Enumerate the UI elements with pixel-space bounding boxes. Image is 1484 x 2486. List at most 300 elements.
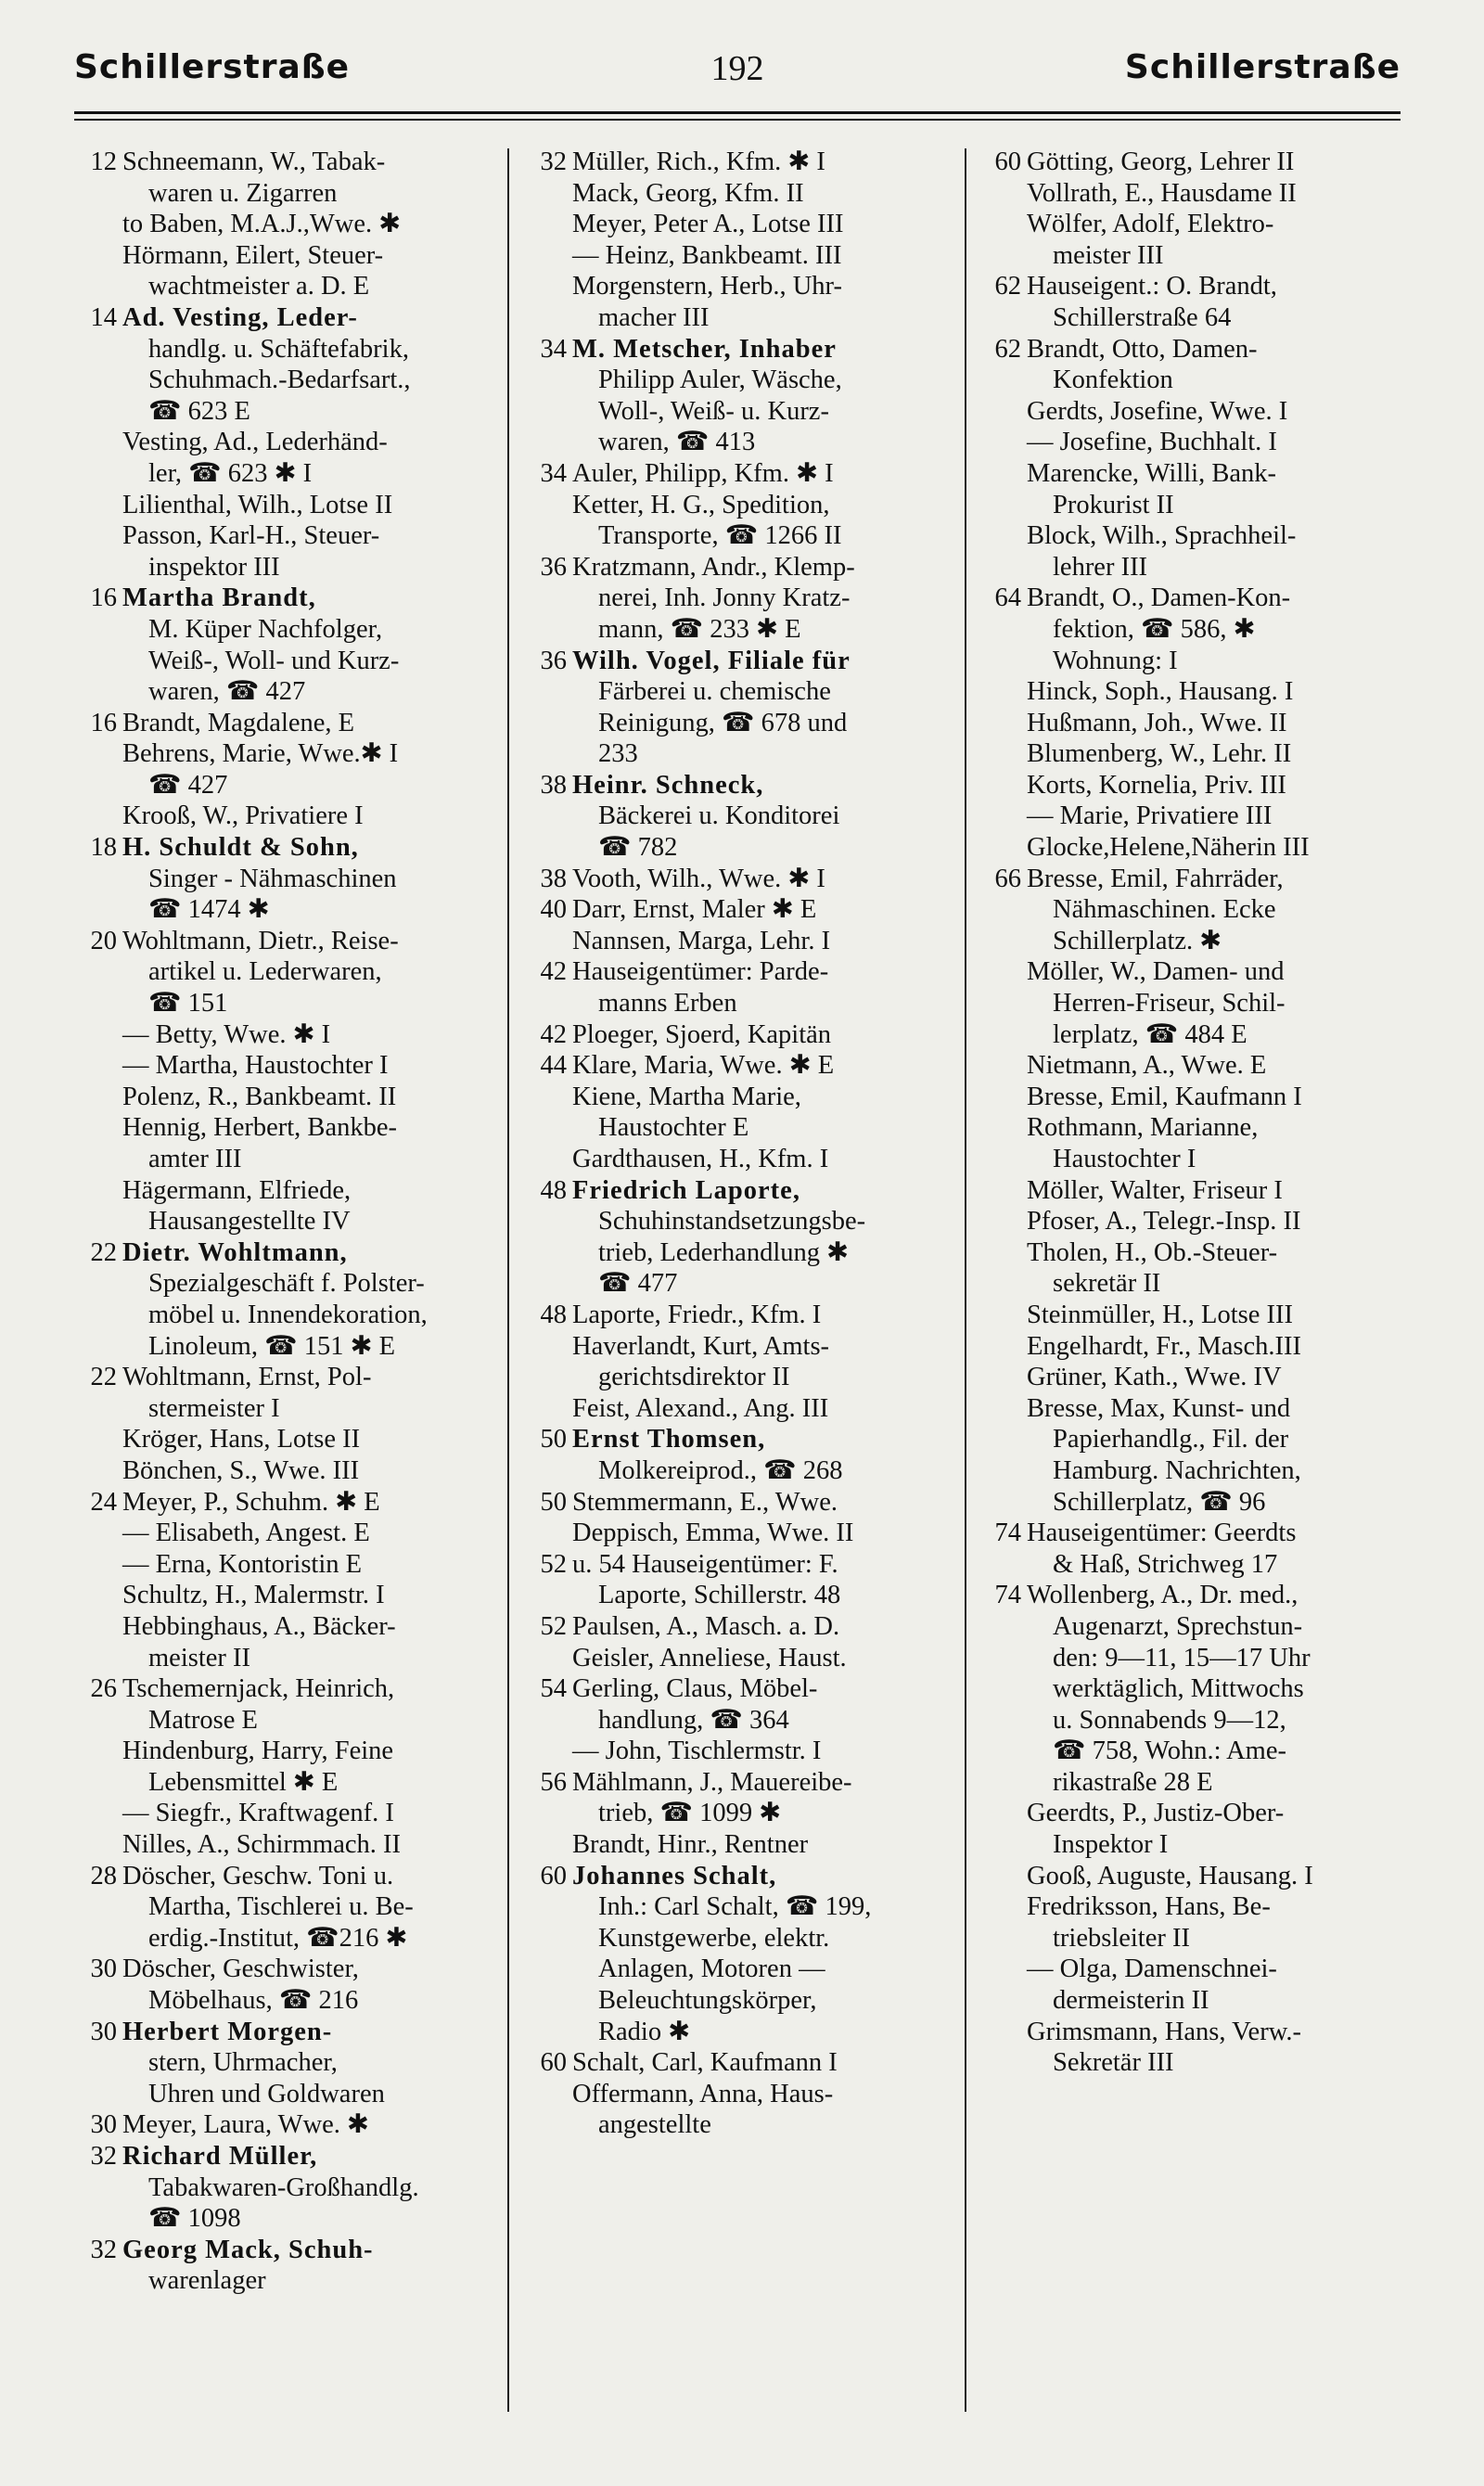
- entry-line: ☎ 782: [598, 833, 678, 863]
- entry-line: Kiene, Martha Marie,: [572, 1082, 801, 1111]
- entry-line: Augenarzt, Sprechstun-: [1053, 1611, 1303, 1641]
- entry-line: Linoleum, ☎ 151 ✱ E: [148, 1331, 395, 1361]
- directory-entry: [524, 864, 951, 895]
- house-number: 32: [90, 2142, 117, 2171]
- directory-entry: [524, 646, 951, 770]
- entry-line: Laporte, Schillerstr. 48: [598, 1581, 841, 1610]
- entry-line: inspektor III: [148, 552, 280, 582]
- entry-line: Kunstgewerbe, elektr.: [598, 1923, 830, 1953]
- entry-line: Wohnung: I: [1053, 646, 1178, 675]
- house-number: 38: [540, 770, 567, 800]
- entry-line: Matrose E: [148, 1705, 258, 1735]
- entry-line: Brandt, O., Damen-Kon-: [1027, 583, 1291, 613]
- entry-line: Hindenburg, Harry, Feine: [122, 1736, 394, 1766]
- house-number: 38: [540, 864, 567, 893]
- entry-line: Hennig, Herbert, Bankbe-: [122, 1113, 397, 1143]
- entry-line: Vesting, Ad., Lederhänd-: [122, 428, 388, 457]
- house-number: 16: [90, 708, 117, 737]
- entry-line: Morgenstern, Herb., Uhr-: [572, 272, 842, 301]
- entry-line: Möbelhaus, ☎ 216: [148, 1986, 359, 2016]
- entry-line: Nannsen, Marga, Lehr. I: [572, 926, 831, 955]
- entry-line: handlung, ☎ 364: [598, 1705, 789, 1735]
- entry-line: 233: [598, 739, 638, 769]
- entry-line: Meyer, P., Schuhm. ✱ E: [122, 1487, 380, 1517]
- house-number: 24: [90, 1487, 117, 1517]
- directory-column-1: [74, 147, 492, 2466]
- entry-line: Wölfer, Adolf, Elektro-: [1027, 210, 1274, 239]
- house-number: 30: [90, 2110, 117, 2140]
- header-street-left: Schillerstraße: [74, 48, 351, 86]
- entry-line: Georg Mack, Schuh-: [122, 2235, 374, 2264]
- directory-entry: [524, 926, 951, 957]
- house-number: 20: [90, 926, 117, 955]
- directory-entry: [524, 240, 951, 272]
- entry-line: stern, Uhrmacher,: [148, 2048, 338, 2078]
- directory-entry: [524, 1829, 951, 1861]
- directory-entry: [74, 1549, 492, 1581]
- entry-line: Stemmermann, E., Wwe.: [572, 1487, 838, 1517]
- directory-entry: [74, 708, 492, 739]
- house-number: 42: [540, 1019, 567, 1049]
- entry-line: Feist, Alexand., Ang. III: [572, 1393, 829, 1423]
- entry-line: Marencke, Willi, Bank-: [1027, 458, 1276, 488]
- entry-line: Ketter, H. G., Spedition,: [572, 490, 830, 519]
- house-number: 18: [90, 833, 117, 863]
- directory-entry: [979, 427, 1414, 458]
- directory-entry: [979, 1362, 1414, 1393]
- house-number: 22: [90, 1237, 117, 1267]
- directory-entry: [979, 1798, 1414, 1860]
- directory-entry: [74, 520, 492, 583]
- directory-entry: [979, 1175, 1414, 1207]
- entry-line: Ploeger, Sjoerd, Kapitän: [572, 1019, 832, 1049]
- house-number: 62: [994, 272, 1021, 301]
- directory-entry: [74, 1673, 492, 1736]
- directory-entry: [524, 770, 951, 864]
- entry-line: Prokurist II: [1053, 490, 1174, 519]
- directory-entry: [74, 302, 492, 427]
- page-number: 192: [710, 49, 764, 88]
- entry-line: Lilienthal, Wilh., Lotse II: [122, 490, 393, 519]
- directory-entry: [74, 1112, 492, 1174]
- directory-entry: [74, 2017, 492, 2110]
- house-number: 32: [540, 147, 567, 176]
- entry-line: triebsleiter II: [1053, 1923, 1190, 1953]
- entry-line: Mack, Georg, Kfm. II: [572, 178, 804, 208]
- entry-line: gerichtsdirektor II: [598, 1363, 790, 1392]
- directory-entry: [74, 1237, 492, 1362]
- directory-column-3: [979, 147, 1414, 2466]
- entry-line: — Martha, Haustochter I: [122, 1051, 389, 1081]
- directory-entry: [979, 178, 1414, 210]
- directory-entry: [979, 520, 1414, 583]
- house-number: 16: [90, 583, 117, 613]
- directory-entry: [524, 1518, 951, 1549]
- directory-entry: [979, 1112, 1414, 1174]
- house-number: 60: [540, 1861, 567, 1890]
- directory-entry: [524, 1487, 951, 1519]
- entry-line: Krooß, W., Privatiere I: [122, 801, 364, 831]
- directory-entry: [74, 1487, 492, 1519]
- entry-line: u. Sonnabends 9—12,: [1053, 1705, 1286, 1735]
- directory-entry: [74, 2141, 492, 2235]
- entry-line: Auler, Philipp, Kfm. ✱ I: [572, 458, 834, 488]
- directory-entry: [74, 1861, 492, 1954]
- directory-entry: [524, 490, 951, 552]
- directory-entry: [74, 209, 492, 240]
- entry-line: Uhren und Goldwaren: [148, 2079, 385, 2108]
- entry-line: Schalt, Carl, Kaufmann I: [572, 2048, 838, 2078]
- entry-line: Hebbinghaus, A., Bäcker-: [122, 1611, 396, 1641]
- entry-line: — Josefine, Buchhalt. I: [1027, 428, 1277, 457]
- directory-entry: [979, 1050, 1414, 1082]
- column-divider: [965, 148, 966, 2412]
- entry-line: Korts, Kornelia, Priv. III: [1027, 770, 1286, 800]
- entry-line: Gerling, Claus, Möbel-: [572, 1674, 818, 1704]
- directory-entry: [979, 583, 1414, 676]
- entry-line: Tschemernjack, Heinrich,: [122, 1674, 395, 1704]
- entry-line: Passon, Karl-H., Steuer-: [122, 521, 380, 551]
- directory-entry: [74, 801, 492, 832]
- entry-line: Herren-Friseur, Schil-: [1053, 989, 1286, 1019]
- entry-line: — Heinz, Bankbeamt. III: [572, 240, 842, 270]
- entry-line: & Haß, Strichweg 17: [1053, 1549, 1278, 1579]
- entry-line: Engelhardt, Fr., Masch.III: [1027, 1331, 1302, 1361]
- entry-line: Johannes Schalt,: [572, 1861, 777, 1890]
- directory-entry: [74, 2109, 492, 2141]
- entry-line: Richard Müller,: [122, 2142, 318, 2171]
- directory-entry: [74, 1954, 492, 2016]
- house-number: 40: [540, 895, 567, 925]
- entry-line: Nietmann, A., Wwe. E: [1027, 1051, 1267, 1081]
- page-header: [74, 48, 1401, 95]
- entry-line: Lebensmittel ✱ E: [148, 1767, 339, 1797]
- entry-line: erdig.-Institut, ☎216 ✱: [148, 1923, 408, 1953]
- entry-line: Hauseigentümer: Parde-: [572, 957, 829, 987]
- directory-entry: [979, 1954, 1414, 2016]
- entry-line: lehrer III: [1053, 552, 1148, 582]
- entry-line: Paulsen, A., Masch. a. D.: [572, 1611, 840, 1641]
- entry-line: to Baben, M.A.J.,Wwe. ✱: [122, 210, 402, 239]
- entry-line: meister III: [1053, 240, 1164, 270]
- directory-entry: [979, 1891, 1414, 1954]
- entry-line: Martha Brandt,: [122, 583, 316, 613]
- entry-line: nerei, Inh. Jonny Kratz-: [598, 583, 851, 613]
- directory-entry: [524, 1673, 951, 1736]
- directory-entry: [74, 1611, 492, 1673]
- entry-line: Blumenberg, W., Lehr. II: [1027, 739, 1292, 769]
- house-number: 26: [90, 1674, 117, 1704]
- directory-entry: [74, 583, 492, 707]
- directory-entry: [979, 147, 1414, 178]
- entry-line: Anlagen, Motoren —: [598, 1954, 825, 1984]
- entry-line: Steinmüller, H., Lotse III: [1027, 1300, 1293, 1329]
- directory-entry: [979, 1518, 1414, 1580]
- house-number: 52: [540, 1611, 567, 1641]
- entry-line: — Olga, Damenschnei-: [1027, 1954, 1277, 1984]
- entry-line: Hörmann, Eilert, Steuer-: [122, 240, 384, 270]
- entry-line: Nähmaschinen. Ecke: [1053, 895, 1276, 925]
- directory-entry: [524, 1300, 951, 1331]
- entry-line: amter III: [148, 1145, 242, 1173]
- directory-entry: [979, 458, 1414, 520]
- entry-line: manns Erben: [598, 989, 737, 1019]
- directory-entry: [979, 1331, 1414, 1363]
- directory-entry: [74, 1736, 492, 1798]
- entry-line: Hausangestellte IV: [148, 1207, 351, 1237]
- directory-entry: [74, 1518, 492, 1549]
- entry-line: Döscher, Geschw. Toni u.: [122, 1861, 394, 1890]
- directory-entry: [524, 1082, 951, 1144]
- entry-line: Singer - Nähmaschinen: [148, 864, 397, 893]
- entry-line: Wohltmann, Dietr., Reise-: [122, 926, 399, 955]
- entry-line: möbel u. Innendekoration,: [148, 1300, 428, 1329]
- entry-line: Bresse, Emil, Fahrräder,: [1027, 864, 1284, 893]
- entry-line: Spezialgeschäft f. Polster-: [148, 1269, 425, 1299]
- entry-line: M. Küper Nachfolger,: [148, 614, 383, 644]
- directory-entry: [979, 832, 1414, 864]
- entry-line: Konfektion: [1053, 365, 1173, 395]
- directory-entry: [524, 552, 951, 646]
- entry-line: waren, ☎ 427: [148, 677, 306, 707]
- directory-entry: [524, 1611, 951, 1643]
- entry-line: warenlager: [148, 2266, 266, 2296]
- entry-line: Tholen, H., Ob.-Steuer-: [1027, 1237, 1278, 1267]
- entry-line: artikel u. Lederwaren,: [148, 957, 382, 987]
- entry-line: Gooß, Auguste, Hausang. I: [1027, 1861, 1313, 1890]
- house-number: 34: [540, 458, 567, 488]
- directory-entry: [524, 2079, 951, 2141]
- entry-line: Tabakwaren-Großhandlg.: [148, 2172, 419, 2202]
- directory-entry: [524, 1767, 951, 1829]
- entry-line: Bönchen, S., Wwe. III: [122, 1455, 360, 1485]
- entry-line: Götting, Georg, Lehrer II: [1027, 147, 1295, 176]
- house-number: 54: [540, 1674, 567, 1704]
- entry-line: — Elisabeth, Angest. E: [122, 1519, 370, 1548]
- entry-line: Schillerstraße 64: [1053, 302, 1232, 332]
- house-number: 30: [90, 1954, 117, 1984]
- entry-line: lerplatz, ☎ 484 E: [1053, 1019, 1247, 1049]
- directory-column-2: [524, 147, 951, 2466]
- directory-entry: [74, 2235, 492, 2297]
- entry-line: Grimsmann, Hans, Verw.-: [1027, 2017, 1302, 2046]
- entry-line: Martha, Tischlerei u. Be-: [148, 1892, 414, 1922]
- directory-entry: [74, 738, 492, 801]
- entry-line: Ernst Thomsen,: [572, 1425, 766, 1454]
- entry-line: Meyer, Laura, Wwe. ✱: [122, 2110, 369, 2140]
- house-number: 50: [540, 1425, 567, 1454]
- directory-entry: [979, 209, 1414, 271]
- directory-entry: [74, 147, 492, 209]
- house-number: 34: [540, 334, 567, 364]
- entry-line: Wilh. Vogel, Filiale für: [572, 646, 851, 675]
- house-number: 64: [994, 583, 1021, 613]
- entry-line: waren, ☎ 413: [598, 428, 756, 457]
- entry-line: den: 9—11, 15—17 Uhr: [1053, 1643, 1311, 1672]
- entry-line: Gerdts, Josefine, Wwe. I: [1027, 396, 1288, 426]
- entry-line: Molkereiprod., ☎ 268: [598, 1455, 843, 1485]
- entry-line: Bresse, Max, Kunst- und: [1027, 1393, 1291, 1423]
- entry-line: Schuhinstandsetzungsbe-: [598, 1207, 866, 1237]
- house-number: 14: [90, 302, 117, 332]
- house-number: 22: [90, 1363, 117, 1392]
- entry-line: ☎ 1474 ✱: [148, 895, 270, 925]
- entry-line: meister II: [148, 1643, 250, 1672]
- directory-entry: [524, 1736, 951, 1767]
- entry-line: M. Metscher, Inhaber: [572, 334, 837, 364]
- entry-line: ☎ 623 E: [148, 396, 250, 426]
- directory-entry: [524, 1861, 951, 2048]
- entry-line: Inspektor I: [1053, 1830, 1169, 1860]
- house-number: 50: [540, 1487, 567, 1517]
- entry-line: dermeisterin II: [1053, 1986, 1209, 2016]
- entry-line: Geerdts, P., Justiz-Ober-: [1027, 1799, 1285, 1828]
- entry-line: Wohltmann, Ernst, Pol-: [122, 1363, 372, 1392]
- entry-line: fektion, ☎ 586, ✱: [1053, 614, 1256, 644]
- directory-entry: [524, 1019, 951, 1051]
- entry-line: angestellte: [598, 2110, 711, 2140]
- entry-line: Meyer, Peter A., Lotse III: [572, 210, 844, 239]
- directory-entry: [979, 1237, 1414, 1300]
- entry-line: Ad. Vesting, Leder-: [122, 302, 358, 332]
- entry-line: trieb, Lederhandlung ✱: [598, 1237, 849, 1267]
- directory-entry: [979, 334, 1414, 396]
- entry-line: Inh.: Carl Schalt, ☎ 199,: [598, 1892, 872, 1922]
- directory-entry: [524, 1424, 951, 1486]
- directory-entry: [979, 770, 1414, 801]
- entry-line: H. Schuldt & Sohn,: [122, 833, 359, 863]
- directory-entry: [979, 1861, 1414, 1892]
- directory-entry: [524, 1643, 951, 1674]
- entry-line: Darr, Ernst, Maler ✱ E: [572, 895, 817, 925]
- directory-entry: [74, 1455, 492, 1487]
- entry-line: ler, ☎ 623 ✱ I: [148, 458, 313, 488]
- entry-line: ☎ 151: [148, 989, 228, 1019]
- directory-entry: [74, 1798, 492, 1829]
- entry-line: rikastraße 28 E: [1053, 1767, 1213, 1797]
- directory-entry: [74, 490, 492, 521]
- house-number: 56: [540, 1767, 567, 1797]
- house-number: 62: [994, 334, 1021, 364]
- entry-line: macher III: [598, 302, 710, 332]
- house-number: 42: [540, 957, 567, 987]
- entry-line: Block, Wilh., Sprachheil-: [1027, 521, 1297, 551]
- entry-line: Brandt, Hinr., Rentner: [572, 1830, 809, 1860]
- entry-line: Hägermann, Elfriede,: [122, 1175, 352, 1205]
- entry-line: wachtmeister a. D. E: [148, 272, 370, 301]
- directory-entry: [979, 1082, 1414, 1113]
- entry-line: Haustochter E: [598, 1113, 749, 1143]
- entry-line: Hußmann, Joh., Wwe. II: [1027, 708, 1287, 737]
- entry-line: Hauseigentümer: Geerdts: [1027, 1519, 1297, 1548]
- entry-line: Fredriksson, Hans, Be-: [1027, 1892, 1271, 1922]
- directory-entry: [74, 1019, 492, 1051]
- entry-line: Woll-, Weiß- u. Kurz-: [598, 396, 829, 426]
- entry-line: — Erna, Kontoristin E: [122, 1549, 363, 1579]
- entry-line: ☎ 477: [598, 1269, 678, 1299]
- entry-line: Pfoser, A., Telegr.-Insp. II: [1027, 1207, 1301, 1237]
- entry-line: Möller, Walter, Friseur I: [1027, 1175, 1283, 1205]
- entry-line: ☎ 758, Wohn.: Ame-: [1053, 1736, 1286, 1766]
- directory-entry: [74, 926, 492, 1019]
- directory-entry: [524, 147, 951, 178]
- directory-entry: [524, 178, 951, 210]
- entry-line: ☎ 427: [148, 770, 228, 800]
- entry-line: Radio ✱: [598, 2017, 691, 2046]
- directory-entry: [74, 1424, 492, 1455]
- entry-line: sekretär II: [1053, 1269, 1161, 1299]
- entry-line: Glocke,Helene,Näherin III: [1027, 833, 1310, 863]
- entry-line: Polenz, R., Bankbeamt. II: [122, 1082, 397, 1111]
- entry-line: Vollrath, E., Hausdame II: [1027, 178, 1297, 208]
- entry-line: Vooth, Wilh., Wwe. ✱ I: [572, 864, 825, 893]
- directory-entry: [74, 1580, 492, 1611]
- directory-entry: [524, 1175, 951, 1300]
- header-rule-top: [74, 111, 1401, 114]
- entry-line: Haustochter I: [1053, 1145, 1196, 1173]
- entry-line: Klare, Maria, Wwe. ✱ E: [572, 1051, 835, 1081]
- entry-line: u. 54 Hauseigentümer: F.: [572, 1549, 838, 1579]
- directory-entry: [979, 1393, 1414, 1518]
- entry-line: Laporte, Friedr., Kfm. I: [572, 1300, 822, 1329]
- house-number: 36: [540, 552, 567, 582]
- directory-entry: [74, 832, 492, 926]
- house-number: 48: [540, 1175, 567, 1205]
- entry-line: — Marie, Privatiere III: [1027, 801, 1273, 831]
- entry-line: waren u. Zigarren: [148, 178, 338, 208]
- house-number: 60: [994, 147, 1021, 176]
- directory-entry: [979, 956, 1414, 1050]
- directory-entry: [524, 458, 951, 490]
- directory-entry: [524, 1331, 951, 1393]
- entry-line: Färberei u. chemische: [598, 677, 831, 707]
- entry-line: Schillerplatz, ☎ 96: [1053, 1487, 1266, 1517]
- directory-entry: [979, 1300, 1414, 1331]
- entry-line: Haverlandt, Kurt, Amts-: [572, 1331, 830, 1361]
- entry-line: Möller, W., Damen- und: [1027, 957, 1285, 987]
- directory-entry: [979, 2017, 1414, 2079]
- entry-line: Müller, Rich., Kfm. ✱ I: [572, 147, 825, 176]
- entry-line: Mählmann, J., Mauereibe-: [572, 1767, 852, 1797]
- entry-line: — Siegfr., Kraftwagenf. I: [122, 1799, 394, 1828]
- entry-line: Hinck, Soph., Hausang. I: [1027, 677, 1294, 707]
- house-number: 32: [90, 2235, 117, 2264]
- house-number: 36: [540, 646, 567, 675]
- directory-entry: [524, 1393, 951, 1425]
- entry-line: Kratzmann, Andr., Klemp-: [572, 552, 855, 582]
- directory-entry: [524, 209, 951, 240]
- directory-entry: [74, 1175, 492, 1237]
- entry-line: Döscher, Geschwister,: [122, 1954, 359, 1984]
- house-number: 74: [994, 1581, 1021, 1610]
- entry-line: Schultz, H., Malermstr. I: [122, 1581, 385, 1610]
- entry-line: Hauseigent.: O. Brandt,: [1027, 272, 1277, 301]
- entry-line: stermeister I: [148, 1393, 280, 1423]
- house-number: 60: [540, 2048, 567, 2078]
- entry-line: Weiß-, Woll- und Kurz-: [148, 646, 400, 675]
- directory-entry: [979, 1206, 1414, 1237]
- entry-line: Hamburg. Nachrichten,: [1053, 1455, 1301, 1485]
- house-number: 44: [540, 1051, 567, 1081]
- entry-line: Deppisch, Emma, Wwe. II: [572, 1519, 854, 1548]
- house-number: 28: [90, 1861, 117, 1890]
- house-number: 52: [540, 1549, 567, 1579]
- entry-line: Beleuchtungskörper,: [598, 1986, 817, 2016]
- entry-line: Nilles, A., Schirmmach. II: [122, 1830, 401, 1860]
- directory-entry: [74, 427, 492, 489]
- house-number: 30: [90, 2017, 117, 2046]
- entry-line: Bäckerei u. Konditorei: [598, 801, 840, 831]
